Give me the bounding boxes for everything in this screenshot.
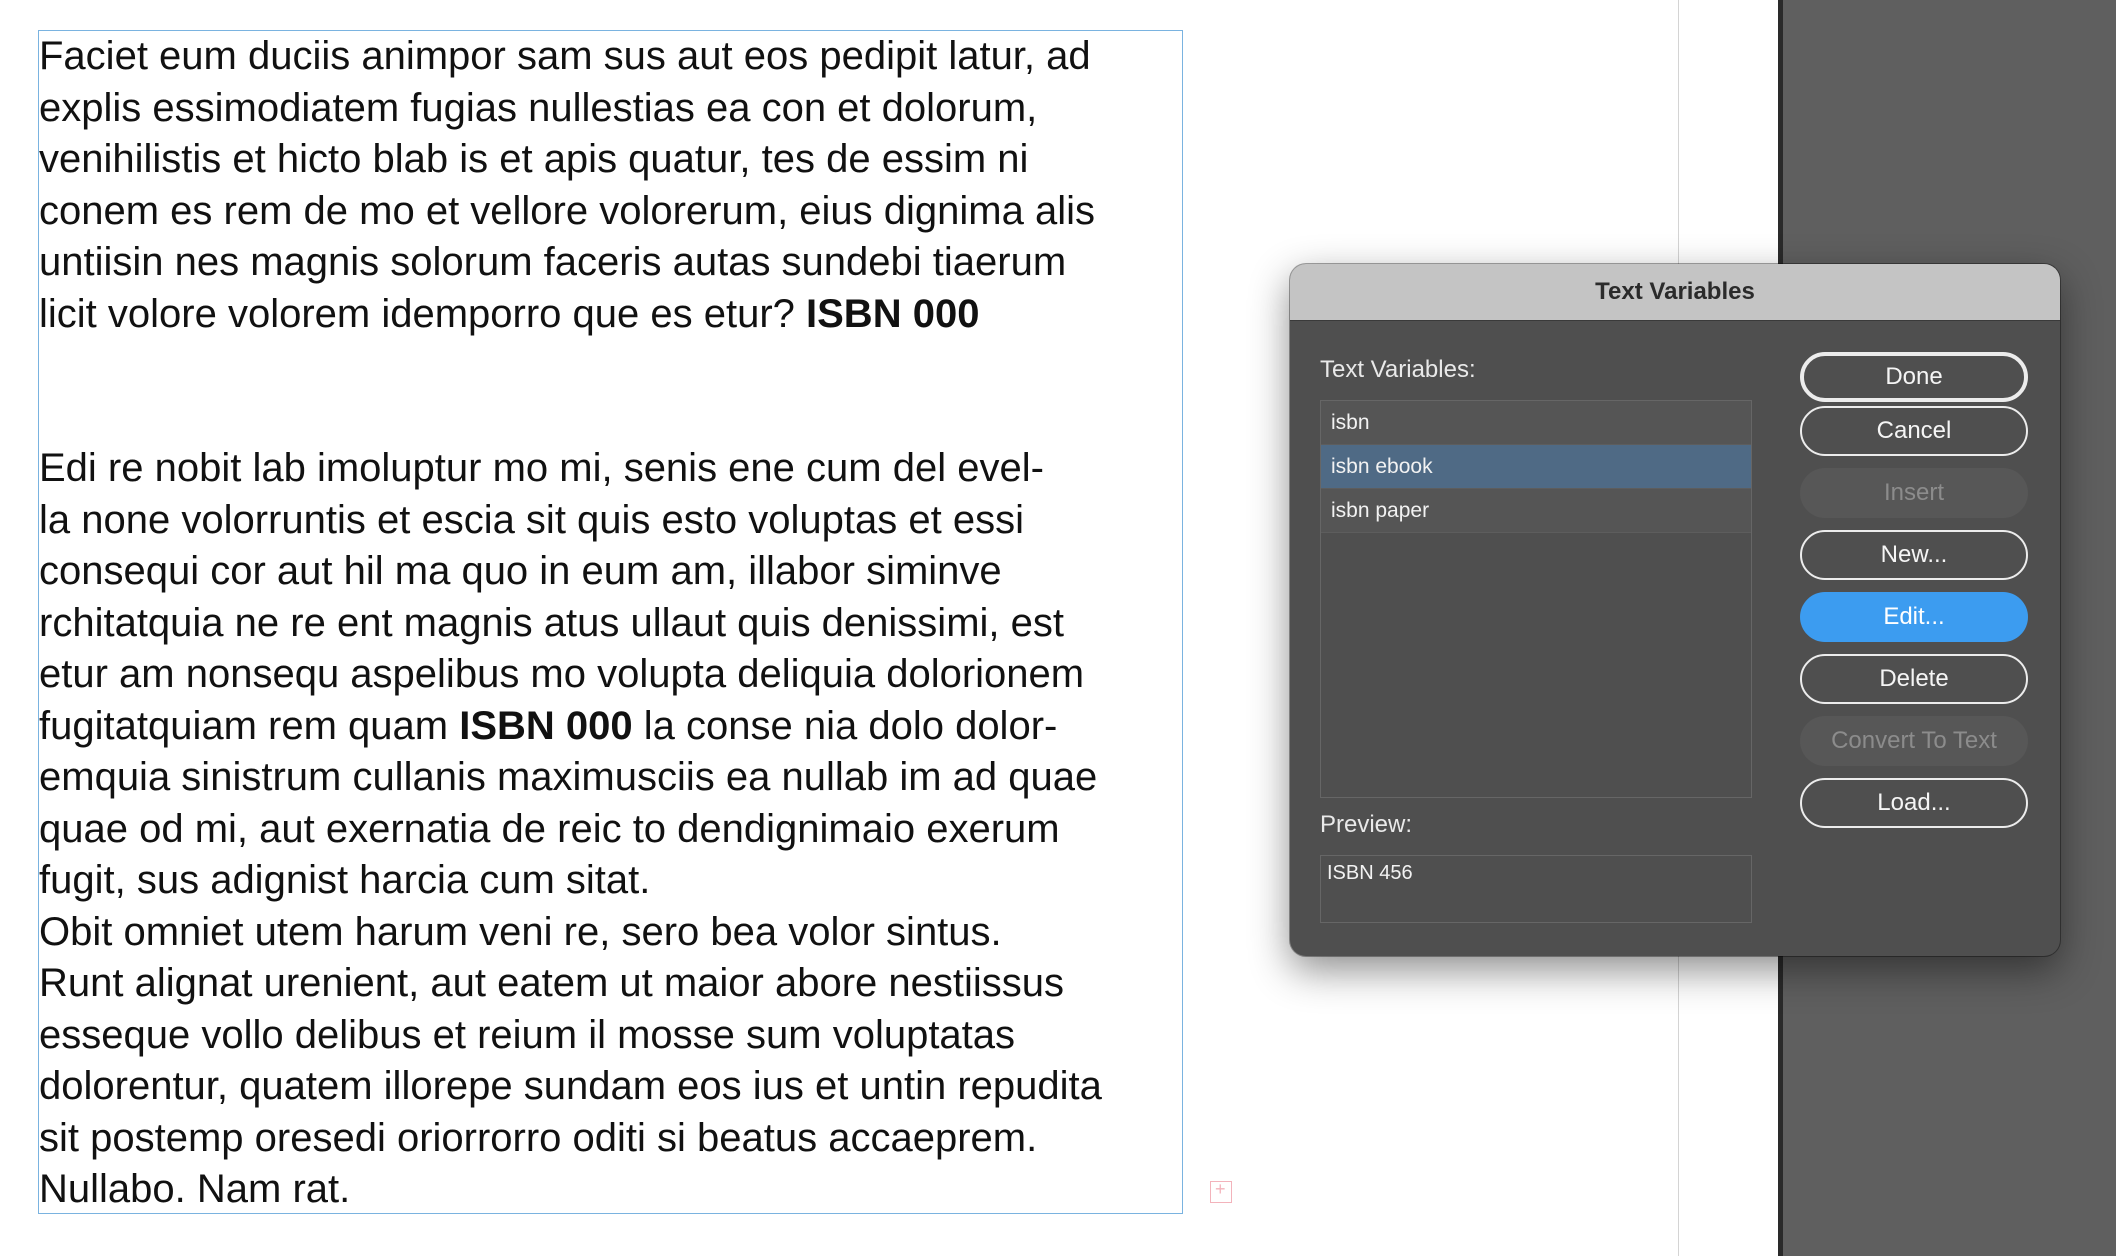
variables-list[interactable] xyxy=(1320,400,1752,798)
preview-label: Preview: xyxy=(1320,811,1413,838)
text-line xyxy=(39,31,1219,83)
text-line xyxy=(39,495,1219,547)
text-run: la conse nia dolo dolor- xyxy=(632,703,1058,748)
text-line xyxy=(39,855,1219,907)
text-run: explis essimodiatem fugias nullestias ea con et dolorum, xyxy=(39,85,1038,130)
text-run: Nullabo. Nam rat. xyxy=(39,1167,351,1211)
text-run: untiisin nes magnis solorum faceris autas sundebi tiaerum xyxy=(39,240,1067,284)
variable-list-item[interactable]: isbn paper xyxy=(1321,489,1751,533)
load-button[interactable]: Load... xyxy=(1800,778,2028,828)
text-frame[interactable] xyxy=(38,30,1183,1214)
text-run: consequi cor aut hil ma quo in eum am, illabor siminve xyxy=(39,549,1002,593)
text-line xyxy=(39,1010,1219,1062)
text-variable-isbn: ISBN 000 xyxy=(806,291,980,336)
insert-button[interactable]: Insert xyxy=(1800,468,2028,518)
done-button[interactable]: Done xyxy=(1800,352,2028,402)
text-line xyxy=(39,443,1219,495)
text-line xyxy=(39,289,1219,341)
text-run: dolorentur, quatem illorepe sundam eos ius et untin repudita xyxy=(39,1064,1102,1108)
edit-button[interactable]: Edit... xyxy=(1800,592,2028,642)
new-button[interactable]: New... xyxy=(1800,530,2028,580)
text-run: rchitatquia ne re ent magnis atus ullaut quis denissimi, est xyxy=(39,600,1064,645)
cancel-button[interactable]: Cancel xyxy=(1800,406,2028,456)
text-run: conem es rem de mo et vellore volorerum, eius dignima alis xyxy=(39,188,1095,233)
text-line xyxy=(39,1113,1219,1165)
text-run: Edi re nobit lab imoluptur mo mi, senis ene cum del evel- xyxy=(39,446,1044,490)
text-run: licit volore volorem idemporro que es etur? xyxy=(39,291,807,336)
text-frame-out-port[interactable] xyxy=(1210,1181,1232,1203)
delete-button[interactable]: Delete xyxy=(1800,654,2028,704)
text-run: Obit omniet utem harum veni re, sero bea volor sintus. xyxy=(39,909,1002,954)
text-line xyxy=(39,134,1219,186)
text-line xyxy=(39,649,1219,701)
text-variables-dialog xyxy=(1290,264,2060,956)
variable-list-item[interactable]: isbn xyxy=(1321,401,1751,445)
text-line xyxy=(39,186,1219,238)
text-run: sit postemp oresedi oriorrorro oditi si beatus accaeprem. xyxy=(39,1115,1038,1160)
dialog-title: Text Variables xyxy=(1290,264,2060,321)
variables-list-label: Text Variables: xyxy=(1320,356,1476,383)
text-line xyxy=(39,83,1219,135)
text-run: fugit, sus adignist harcia cum sitat. xyxy=(39,858,651,902)
text-variable-isbn: ISBN 000 xyxy=(459,703,633,748)
text-line xyxy=(39,804,1219,856)
text-run: quae od mi, aut exernatia de reic to dendignimaio exerum xyxy=(39,806,1060,851)
text-line xyxy=(39,752,1219,804)
text-line xyxy=(39,907,1219,959)
text-line xyxy=(39,598,1219,650)
text-run: venihilistis et hicto blab is et apis quatur, tes de essim ni xyxy=(39,137,1029,181)
story-text[interactable] xyxy=(39,31,1219,1216)
empty-paragraph xyxy=(39,340,1219,443)
paragraph-1 xyxy=(39,31,1219,340)
text-line xyxy=(39,1164,1219,1216)
text-line xyxy=(39,701,1219,753)
text-run: etur am nonsequ aspelibus mo volupta deliquia dolorionem xyxy=(39,652,1085,696)
text-run: Runt alignat urenient, aut eatem ut maior abore nestiissus xyxy=(39,961,1065,1005)
convert-to-text-button[interactable]: Convert To Text xyxy=(1800,716,2028,766)
text-line xyxy=(39,237,1219,289)
paragraph-2 xyxy=(39,443,1219,1216)
text-run: fugitatquiam rem quam xyxy=(39,703,460,748)
variable-list-item[interactable]: isbn ebook xyxy=(1321,445,1751,489)
text-run: emquia sinistrum cullanis maximusciis ea nullab im ad quae xyxy=(39,755,1098,799)
preview-field: ISBN 456 xyxy=(1320,855,1752,923)
text-line xyxy=(39,958,1219,1010)
text-run: la none volorruntis et escia sit quis esto voluptas et essi xyxy=(39,497,1024,542)
text-line xyxy=(39,1061,1219,1113)
text-run: Faciet eum duciis animpor sam sus aut eos pedipit latur, ad xyxy=(39,34,1091,78)
text-line xyxy=(39,546,1219,598)
text-run: esseque vollo delibus et reium il mosse sum voluptatas xyxy=(39,1012,1016,1057)
